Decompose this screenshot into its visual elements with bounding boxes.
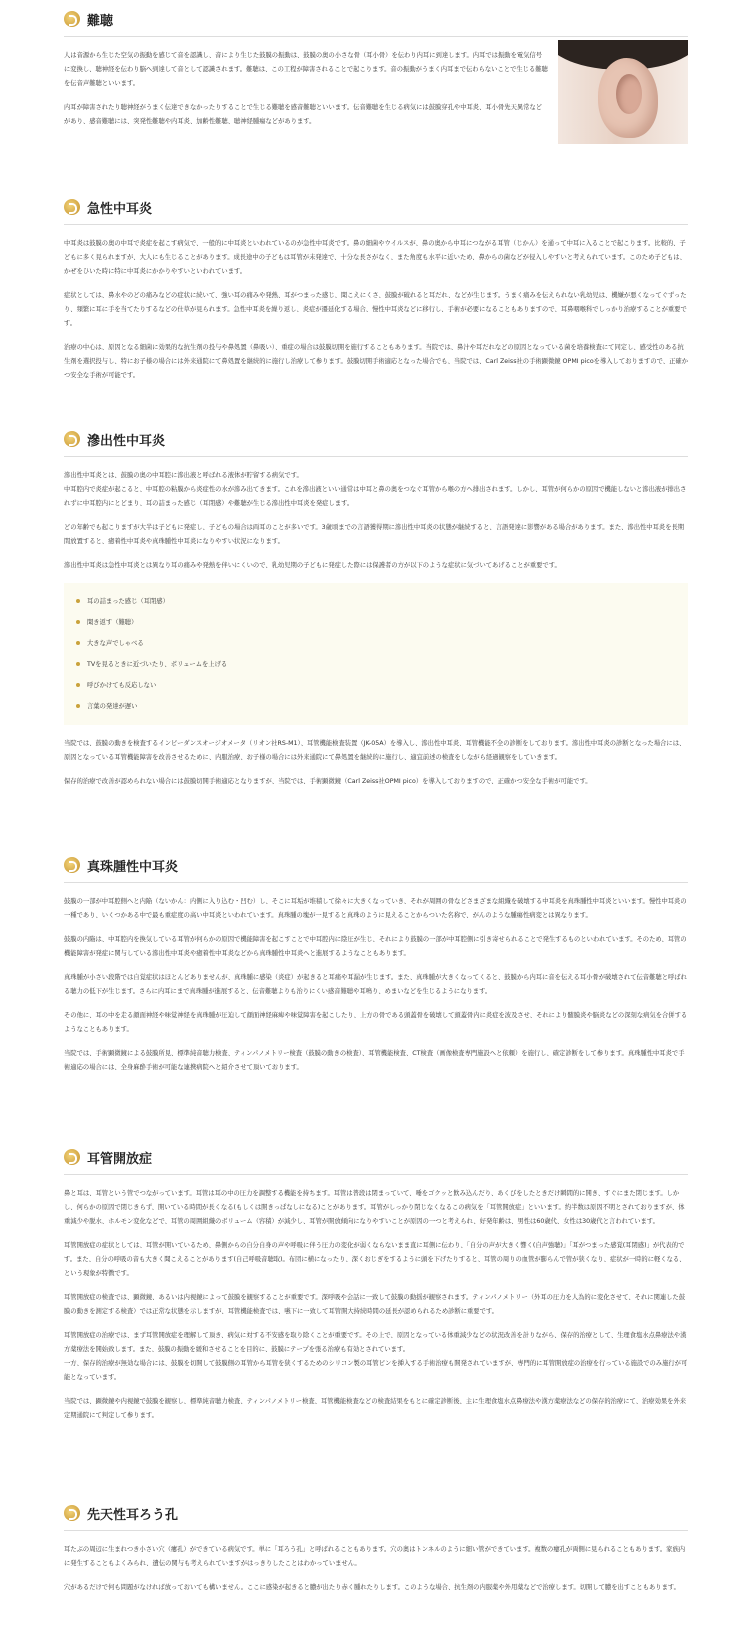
ear-photo xyxy=(558,40,688,144)
paragraph: 当院では、顕微鏡や内視鏡で鼓膜を観察し、標準純音聴力検査、ティンパノメトリー検査、耳管機能検査などの検査結果をもとに確定診断後、主に生理食塩水点鼻療法や漢方薬療法などの保存的治療にて、治療効果を外来定期通院にて判定して参ります。 xyxy=(64,1398,687,1419)
ear-badge-icon xyxy=(64,431,80,447)
ear-badge-icon xyxy=(64,1505,80,1521)
section-body xyxy=(64,1543,688,1595)
ear-badge-icon xyxy=(64,1149,80,1165)
paragraph: 内耳が障害されたり聴神経がうまく伝達できなかったりすることで生じる難聴を感音難聴といいます。伝音難聴を生じる病気には鼓膜穿孔や中耳炎、耳小骨先天異常などがあり、感音難聴には、突発性難聴や内耳炎、加齢性難聴、聴神経腫瘍などがあります。 xyxy=(64,104,543,125)
section-heading xyxy=(64,194,688,225)
section-body xyxy=(64,469,688,789)
section-body xyxy=(64,49,548,129)
paragraph: 当院では、鼓膜の動きを検査するインピーダンスオージオメータ（リオン社RS-M1）、耳管機能検査装置（JK-05A）を導入し、滲出性中耳炎、耳管機能不全の診断をしております。滲出性中耳炎の診断となった場合には、原因となっている耳管機能障害を改善させるために、内服治療、お子様の場合には外来通院にて鼻処置を継続的に施行し、適宜前述の検査をしながら経過観察をしていきます。 xyxy=(64,740,686,761)
section-body xyxy=(64,895,688,1075)
section-title: 滲出性中耳炎 xyxy=(87,433,166,449)
list-item: 耳の詰まった感じ（耳閉感） xyxy=(76,591,676,612)
symptom-list xyxy=(64,583,688,725)
section-acute-otitis-media xyxy=(64,194,688,393)
section-title: 難聴 xyxy=(87,13,114,29)
paragraph: 中耳炎は鼓膜の奥の中耳で炎症を起こす病気で、一般的に中耳炎といわれているのが急性中耳炎です。鼻の細菌やウイルスが、鼻の奥から中耳につながる耳管（じかん）を通って中耳に入ることで起こります。比較的、子どもに多く見られますが、大人にも生じることがあります。成長途中の子どもは耳管が未発達で、十分な長さがなく、また角度も水平に近いため、鼻からの菌などが侵入しやすいと考えられています。このため子どもは、かぜをひいた時に特に中耳炎にかかりやすいといわれています。 xyxy=(64,240,686,275)
section-patulous-eustachian-tube xyxy=(64,1144,688,1433)
paragraph: 鼻と耳は、耳管という管でつながっています。耳管は耳の中の圧力を調整する機能を持ちます。耳管は普段は閉まっていて、唾をゴクッと飲み込んだり、あくびをしたときだけ瞬間的に開き、すぐにまた閉じます。しかし、何らかの原因で閉じきらず、開いている時間が長くなる(もしくは開きっぱなしになる)ことがあります。耳管がしっかり閉じなくなるこの病気を「耳管開放症」といいます。約半数は原因不明とされておりますが、体重減少や脱水、ホルモン変化などで、耳管の周囲組織のボリューム（容積）が減少し、耳管が開放傾向になりやすいことが原因の一つと考えられ、好発年齢は、男性は60歳代、女性は30歳代と言われています。 xyxy=(64,1190,685,1225)
paragraph: 耳たぶの周辺に生まれつき小さい穴（瘻孔）ができている病気です。単に「耳ろう孔」と呼ばれることもあります。穴の奥はトンネルのように細い管ができています。複数の瘻孔が両側に見られることもあります。家族内に発生することもよくみられ、遺伝の関与も考えられていますがはっきりしたことはわかっていません。 xyxy=(64,1546,686,1567)
paragraph: 治療の中心は、原因となる細菌に効果的な抗生剤の投与や鼻処置（鼻吸い）、重症の場合は鼓膜切開を施行することもあります。当院では、鼻汁や耳だれなどの原因となっている菌を培養検査にて同定し、感受性のある抗生剤を選択投与し、特にお子様の場合には外来通院にて鼻処置を継続的に施行し治療して参ります。鼓膜切開手術適応となった場合でも、当院では、Carl Zeiss社の手術顕微鏡 OPMI picoを導入しておりますので、正確かつ安全な手術が可能です。 xyxy=(64,344,688,379)
paragraph: 滲出性中耳炎は急性中耳炎とは異なり耳の痛みや発熱を伴いにくいので、乳幼児期の子どもに発症した際には保護者の方が以下のような症状に気づいてあげることが重要です。 xyxy=(64,562,561,569)
paragraph: 耳管開放症の検査では、顕微鏡、あるいは内視鏡によって鼓膜を観察することが重要です。深呼吸や会話に一致して鼓膜の動揺が観察されます。ティンパノメトリー（外耳の圧力を人為的に変化させて、それに関連した鼓膜の動きを測定する検査）では正常な状態を示しますが、耳管機能検査では、嚥下に一致して耳管開大持続時間の延長が認められるため診断に重要です。 xyxy=(64,1294,686,1315)
ear-badge-icon xyxy=(64,857,80,873)
section-title: 真珠腫性中耳炎 xyxy=(87,859,179,875)
paragraph: 当院では、手術顕微鏡による鼓膜所見、標準純音聴力検査、ティンパノメトリー検査（鼓膜の動きの検査）、耳管機能検査、CT検査（画像検査専門施設へと依頼）を施行し、確定診断をして参ります。真珠腫性中耳炎で手術適応の場合には、全身麻酔手術が可能な連携病院へと紹介させて頂いております。 xyxy=(64,1050,685,1071)
section-title: 急性中耳炎 xyxy=(87,201,153,217)
section-heading xyxy=(64,1500,688,1531)
list-item: 言葉の発達が遅い xyxy=(76,696,676,717)
list-item: 呼びかけても反応しない xyxy=(76,675,676,696)
paragraph: 人は音源から生じた空気の振動を感じて音を認識し、音により生じた鼓膜の振動は、鼓膜の奥の小さな骨（耳小骨）を伝わり内耳に到達します。内耳では振動を電気信号に変換し、聴神経を伝わり脳へ到達して音として認識されます。難聴は、この工程が障害されることで起こります。音の振動がうまく内耳まで伝わらないことで生じる難聴を伝音声難聴といいます。 xyxy=(64,52,548,87)
paragraph: どの年齢でも起こりますが大半は子どもに発症し、子どもの場合は両耳のことが多いです。3歳頃までの言語獲得期に滲出性中耳炎の状態が継続すると、言語発達に影響がある場合があります。また、滲出性中耳炎を長期間放置すると、癒着性中耳炎や真珠腫性中耳炎になりやすい状況になります。 xyxy=(64,524,685,545)
section-heading xyxy=(64,852,688,883)
paragraph: 症状としては、鼻水やのどの痛みなどの症状に続いて、強い耳の痛みや発熱、耳がつまった感じ、聞こえにくさ、鼓膜が破れると耳だれ、などが生じます。うまく痛みを伝えられない乳幼児は、機嫌が悪くなってぐずったり、頻繁に耳に手を当てたりするなどの仕草が見られます。急性中耳炎を繰り返し、炎症が遷延化する場合、慢性中耳炎などに移行し、手術が必要になることもありますので、耳鼻咽喉科でしっかり治療することが重要です。 xyxy=(64,292,687,327)
paragraph: 保存的治療で改善が認められない場合には鼓膜切開手術適応となりますが、当院では、手術顕微鏡（Carl Zeiss社OPMI pico）を導入しておりますので、正確かつ安全な手術が可能です。 xyxy=(64,778,592,785)
paragraph: 鼓膜の内陥は、中耳腔内を換気している耳管が何らかの原因で機能障害を起こすことで中耳腔内に陰圧が生じ、それにより鼓膜の一部が中耳腔側に引き寄せられることで発生するものといわれています。そのため、耳管の機能障害が発症に関与している滲出性中耳炎や癒着性中耳炎などから真珠腫性中耳炎へと進展するようなこともあります。 xyxy=(64,936,687,957)
section-body xyxy=(64,1187,688,1423)
ear-badge-icon xyxy=(64,199,80,215)
section-preauricular-fistula xyxy=(64,1500,688,1605)
ear-badge-icon xyxy=(64,11,80,27)
paragraph: 耳管開放症の治療では、まず耳管開放症を理解して頂き、病気に対する不安感を取り除くことが重要です。その上で、原因となっている体重減少などの状況改善を計りながら、保存的治療として、生理食塩水点鼻療法や漢方薬療法を開始致します。また、鼓膜の振動を緩和させることを目的に、鼓膜にテープを張る治療も有効とされています。 一方、保存的治療が無効な場合には、鼓膜を切開して鼓膜側の耳管から耳管を狭くするためのシリコン製の耳管ピンを挿入する手術治療も開発されていますが、専門的に耳管開放症の治療を行っている施設でのみ施行が可能となっています。 xyxy=(64,1332,688,1381)
section-cholesteatoma xyxy=(64,852,688,1085)
section-title: 先天性耳ろう孔 xyxy=(87,1507,179,1523)
paragraph: 穴があるだけで何も問題がなければ放っておいても構いません。ここに感染が起きると膿が出たり赤く腫れたりします。このような場合、抗生剤の内服薬や外用薬などで治療します。切開して膿を出すこともあります。 xyxy=(64,1584,680,1591)
list-item: 大きな声でしゃべる xyxy=(76,633,676,654)
section-body xyxy=(64,237,688,383)
section-heading xyxy=(64,1144,688,1175)
section-heading xyxy=(64,426,688,457)
ear-inner-shape xyxy=(616,74,642,114)
paragraph: 真珠腫が小さい段階では自覚症状はほとんどありませんが、真珠腫に感染（炎症）が起きると耳痛や耳漏が生じます。また、真珠腫が大きくなってくると、鼓膜から内耳に音を伝える耳小骨が破壊されて伝音難聴と呼ばれる聴力の低下が生じます。さらに内耳にまで真珠腫が進展すると、伝音難聴よりも治りにくい感音難聴や耳鳴り、めまいなどを生じるようになります。 xyxy=(64,974,687,995)
list-item: TVを見るときに近づいたり、ボリュームを上げる xyxy=(76,654,676,675)
section-title: 耳管開放症 xyxy=(87,1151,153,1167)
section-otitis-media-with-effusion xyxy=(64,426,688,799)
paragraph: 滲出性中耳炎とは、鼓膜の奥の中耳腔に滲出液と呼ばれる液体が貯留する病気です。 中耳腔内で炎症が起こると、中耳腔の粘膜から炎症性の水が滲み出てきます。これを滲出液といい通常は中耳と鼻の奥をつなぐ耳管から喉の方へ排出されます。しかし、耳管が何らかの原因で機能しないと滲出液が排出されずに中耳腔内にとどまり、耳の詰まった感じ（耳閉感）や難聴が生じる滲出性中耳炎を発症します。 xyxy=(64,472,687,507)
paragraph: その他に、耳の中を走る顔面神経や味覚神経を真珠腫が圧迫して顔面神経麻痺や味覚障害を起こしたり、上方の骨である頭蓋骨を破壊して頭蓋骨内に炎症を波及させ、それにより髄膜炎や脳炎などの深刻な病気を合併するようなこともあります。 xyxy=(64,1012,688,1033)
paragraph: 耳管開放症の症状としては、耳管が開いているため、鼻側からの自分自身の声や呼吸に伴う圧力の変化が弱くならないまま直に耳側に伝わり、「自分の声が大きく響く(自声強聴)」「耳がつまった感覚(耳閉感)」が代表的です。また、自分の呼吸の音も大きく聞こえることがあります(自己呼吸音聴取)。布団に横になったり、深くおじぎをするように頭を下げたりすると、耳管の周りの血管が膨らんで管が狭くなり、症状が一時的に軽くなる、という現象が特徴です。 xyxy=(64,1242,686,1277)
list-item: 聞き返す（難聴） xyxy=(76,612,676,633)
paragraph: 鼓膜の一部が中耳腔側へと内陥（ないかん：内側に入り込む・凹む）し、そこに耳垢が堆積して徐々に大きくなっていき、それが周囲の骨などさまざまな組織を破壊する中耳炎を真珠腫性中耳炎といいます。慢性中耳炎の一種であり、いくつかある中で最も重症度の高い中耳炎といわれています。真珠腫の塊が一見すると真珠のように見えることからついた名称で、がんのような腫瘍性病変とは異なります。 xyxy=(64,898,687,919)
section-heading xyxy=(64,6,688,37)
